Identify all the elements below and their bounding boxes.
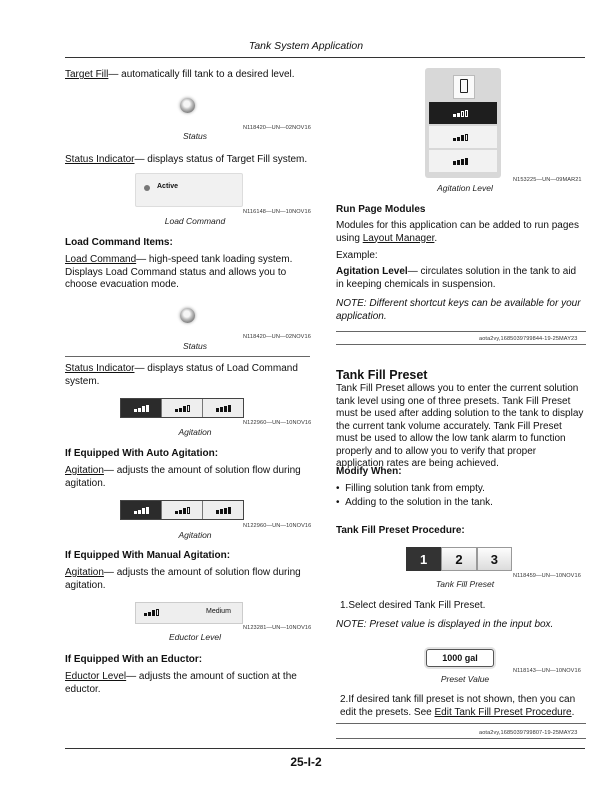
preset-3-button[interactable]: 3 bbox=[477, 547, 512, 571]
note-text: Preset value is displayed in the input box. bbox=[366, 619, 554, 630]
figure-code: N118459—UN—10NOV16 bbox=[513, 573, 581, 579]
running-header: Tank System Application bbox=[248, 40, 364, 52]
load-command-term: Load Command bbox=[65, 254, 137, 265]
figure-caption: Load Command bbox=[164, 216, 226, 226]
status-indicator-term: Status Indicator bbox=[65, 154, 135, 165]
bullet-list bbox=[336, 482, 493, 510]
eductor-term: Eductor Level bbox=[65, 671, 127, 682]
eductor-paragraph bbox=[65, 671, 310, 696]
figure-caption: Agitation Level bbox=[437, 183, 493, 193]
note-label: NOTE: bbox=[336, 619, 367, 630]
modify-when-heading: Modify When: bbox=[336, 466, 402, 477]
manual-agitation-heading: If Equipped With Manual Agitation: bbox=[65, 550, 231, 561]
tank-icon bbox=[453, 75, 475, 99]
eductor-text: — adjusts the amount of suction at the eductor. bbox=[65, 671, 297, 695]
eductor-heading: If Equipped With an Eductor: bbox=[65, 654, 203, 665]
agitation-high-option[interactable] bbox=[203, 501, 243, 519]
agitation-level-widget[interactable] bbox=[425, 68, 501, 178]
target-fill-paragraph bbox=[65, 69, 310, 82]
agitation-level-term: Agitation Level bbox=[336, 266, 408, 277]
level-medium-icon bbox=[175, 405, 190, 412]
step-2 bbox=[340, 694, 588, 719]
level-high-icon bbox=[216, 507, 231, 514]
status-indicator-text: — displays status of Target Fill system. bbox=[134, 154, 308, 165]
agitation-medium-option[interactable] bbox=[162, 501, 203, 519]
reference-code: aota2vy,1685039799844-19-25MAY23 bbox=[479, 336, 578, 342]
figure-caption: Eductor Level bbox=[169, 632, 221, 642]
status-indicator-text: — displays status of Load Command system. bbox=[65, 363, 298, 387]
run-page-modules-heading: Run Page Modules bbox=[336, 204, 426, 215]
note-text: Different shortcut keys can be available for your application. bbox=[336, 298, 581, 322]
agitation-level-medium-option[interactable] bbox=[429, 126, 497, 148]
level-medium-icon bbox=[175, 507, 190, 514]
agitation-level-paragraph bbox=[336, 266, 584, 291]
section-rule bbox=[336, 331, 586, 332]
status-indicator-paragraph bbox=[65, 363, 310, 388]
load-command-text: — high-speed tank loading system. Displays Load Command status and allows you to choose evacuation mode. bbox=[65, 254, 293, 290]
figure-code: N122960—UN—10NOV16 bbox=[243, 420, 312, 426]
figure-caption: Preset Value bbox=[440, 674, 490, 684]
agitation-term: Agitation bbox=[65, 465, 104, 476]
run-page-text: Modules for this application can be added to run pages using bbox=[336, 220, 579, 244]
agitation-low-option[interactable] bbox=[121, 501, 162, 519]
level-low-icon bbox=[134, 405, 149, 412]
reference-code: aota2vy,1685039799807-19-25MAY23 bbox=[479, 730, 578, 736]
agitation-medium-option[interactable] bbox=[162, 399, 203, 417]
agitation-selector[interactable] bbox=[120, 500, 244, 520]
step-2-end: . bbox=[571, 706, 575, 718]
layout-manager-link[interactable]: Layout Manager bbox=[362, 232, 435, 244]
load-command-items-heading: Load Command Items: bbox=[65, 237, 173, 248]
note-label: NOTE: bbox=[336, 298, 367, 309]
auto-agitation-heading: If Equipped With Auto Agitation: bbox=[65, 448, 219, 459]
preset-1-button[interactable]: 1 bbox=[406, 547, 441, 571]
agitation-paragraph bbox=[65, 465, 310, 490]
eductor-level-icon bbox=[144, 609, 159, 616]
section-rule bbox=[336, 738, 586, 739]
figure-code: N153225—UN—09MAR21 bbox=[513, 177, 582, 183]
figure-caption: Status bbox=[182, 131, 208, 141]
agitation-paragraph bbox=[65, 567, 310, 592]
list-item: • Adding to the solution in the tank. bbox=[336, 497, 493, 508]
section-rule bbox=[65, 356, 310, 357]
figure-code: N122960—UN—10NOV16 bbox=[243, 523, 312, 529]
section-rule bbox=[336, 344, 586, 345]
status-indicator-icon bbox=[180, 98, 195, 113]
figure-caption: Agitation bbox=[178, 427, 212, 437]
list-item: • Filling solution tank from empty. bbox=[336, 483, 485, 494]
status-indicator-icon bbox=[180, 308, 195, 323]
target-fill-term: Target Fill bbox=[65, 69, 109, 80]
step-2-text: 2.If desired tank fill preset is not shown, then you can edit the presets. See bbox=[340, 694, 576, 718]
agitation-level-low-option[interactable] bbox=[429, 102, 497, 124]
tank-fill-preset-buttons[interactable] bbox=[406, 547, 512, 571]
active-label: Active bbox=[157, 183, 179, 190]
level-low-icon bbox=[134, 507, 149, 514]
load-command-widget[interactable] bbox=[135, 173, 243, 207]
agitation-term: Agitation bbox=[65, 567, 104, 578]
note-preset-value bbox=[336, 619, 586, 632]
page-number: 25-I-2 bbox=[290, 755, 322, 769]
footer-rule bbox=[65, 748, 585, 749]
agitation-text: — adjusts the amount of solution flow during agitation. bbox=[65, 465, 301, 489]
load-command-paragraph bbox=[65, 254, 310, 292]
edit-preset-procedure-link[interactable]: Edit Tank Fill Preset Procedure bbox=[434, 706, 572, 718]
agitation-low-option[interactable] bbox=[121, 399, 162, 417]
target-fill-text: — automatically fill tank to a desired level. bbox=[108, 69, 295, 80]
figure-caption: Tank Fill Preset bbox=[435, 579, 495, 589]
agitation-high-option[interactable] bbox=[203, 399, 243, 417]
run-page-end: . bbox=[434, 232, 438, 244]
procedure-heading: Tank Fill Preset Procedure: bbox=[336, 525, 465, 536]
tank-fill-preset-heading: Tank Fill Preset bbox=[336, 368, 428, 382]
step-1: 1.Select desired Tank Fill Preset. bbox=[340, 600, 486, 611]
figure-code: N118420—UN—02NOV16 bbox=[243, 125, 311, 131]
agitation-level-text: — circulates solution in the tank to aid in keeping chemicals in suspension. bbox=[336, 266, 577, 290]
tank-fill-preset-paragraph: Tank Fill Preset allows you to enter the current solution tank level using one of three presets. Tank Fill Preset must be used after adding solution to the tank to display the current tank volume accurately. Tank Fill Preset must be used to allow the low tank alarm to function properly and to allow you to verify that proper application rates are being achieved. bbox=[336, 383, 584, 469]
run-page-paragraph bbox=[336, 220, 584, 245]
section-rule bbox=[336, 723, 586, 724]
preset-2-button[interactable]: 2 bbox=[441, 547, 476, 571]
figure-caption: Status bbox=[182, 341, 208, 351]
figure-code: N123281—UN—10NOV16 bbox=[243, 625, 312, 631]
example-label: Example: bbox=[336, 250, 378, 261]
figure-caption: Agitation bbox=[178, 530, 212, 540]
header-rule bbox=[65, 57, 585, 58]
figure-code: N118143—UN—10NOV16 bbox=[513, 668, 581, 674]
level-high-icon bbox=[216, 405, 231, 412]
eductor-level-widget[interactable] bbox=[135, 602, 243, 624]
agitation-selector[interactable] bbox=[120, 398, 244, 418]
preset-value-input[interactable]: 1000 gal bbox=[426, 649, 494, 667]
figure-code: N118420—UN—02NOV16 bbox=[243, 334, 311, 340]
status-indicator-paragraph bbox=[65, 154, 315, 167]
figure-code: N116148—UN—10NOV16 bbox=[243, 209, 311, 215]
eductor-value: Medium bbox=[206, 608, 231, 615]
status-dot-icon bbox=[144, 185, 150, 191]
agitation-text: — adjusts the amount of solution flow during agitation. bbox=[65, 567, 301, 591]
status-indicator-term: Status Indicator bbox=[65, 363, 135, 374]
agitation-level-high-option[interactable] bbox=[429, 150, 497, 172]
note-shortcut-keys bbox=[336, 298, 586, 323]
